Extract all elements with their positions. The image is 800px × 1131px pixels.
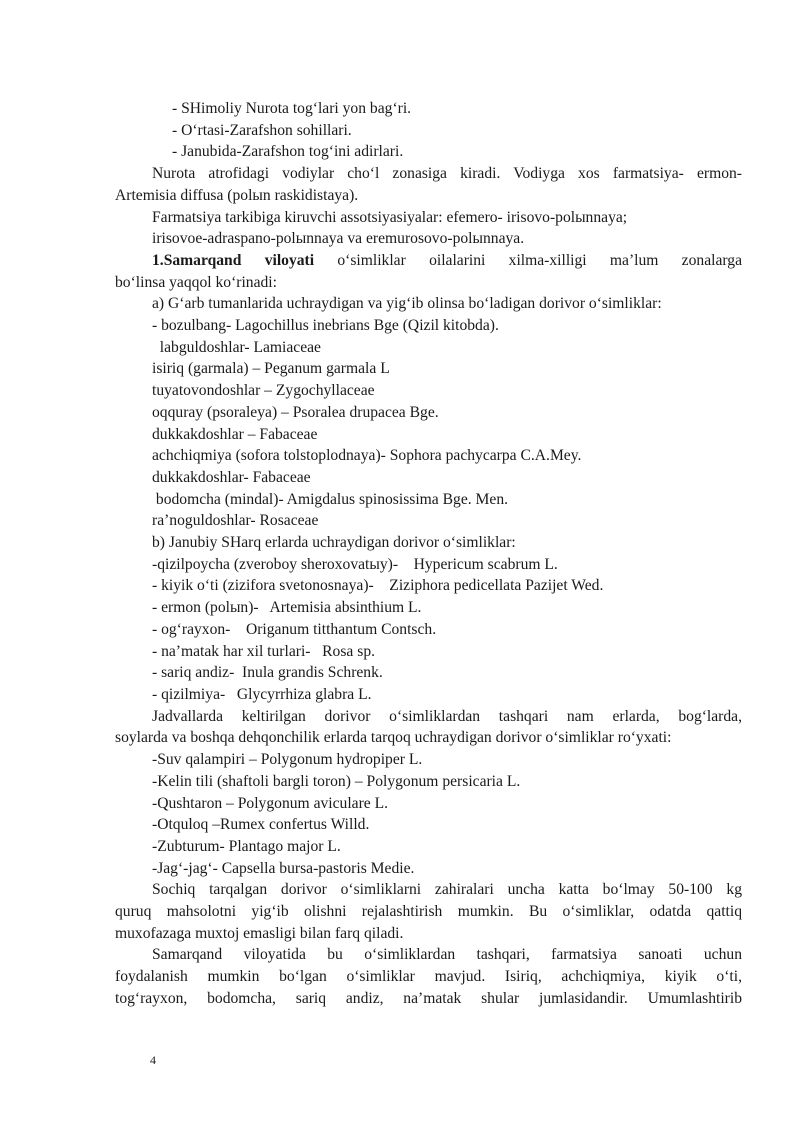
list-item: bodomcha (mindal)- Amigdalus spinosissima Bge. Men. <box>152 490 509 508</box>
list-item: - ermon (polыn)- Artemisia absinthium L. <box>152 599 422 617</box>
samarqand-line: bo‘linsa yaqqol ko‘rinadi: <box>115 273 277 291</box>
list-item: labguldoshlar- Lamiaceae <box>152 338 321 356</box>
paragraph-final-line: foydalanish mumkin bo‘lgan o‘simliklar mavjud. Isiriq, achchiqmiya, kiyik o‘ti, <box>115 968 742 986</box>
page-body <box>115 98 742 1010</box>
list-item: - sariq andiz- Inula grandis Schrenk. <box>152 664 383 682</box>
list-item: - na’matak har xil turlari- Rosa sp. <box>152 642 376 660</box>
list-item: -Otquloq –Rumex confertus Willd. <box>152 816 370 834</box>
paragraph-final-line: tog‘rayxon, bodomcha, sariq andiz, na’matak shular jumlasidandir. Umumlashtirib <box>115 989 742 1007</box>
paragraph-nurota-line: Nurota atrofidagi vodiylar cho‘l zonasiga kiradi. Vodiyga xos farmatsiya- ermon- <box>152 165 742 183</box>
list-item: achchiqmiya (sofora tolstoplodnaya)- Sophora pachycarpa C.A.Mey. <box>152 447 582 465</box>
paragraph-jadval-line: Jadvallarda keltirilgan dorivor o‘simliklardan tashqari nam erlarda, bog‘larda, <box>152 707 742 725</box>
samarqand-heading-line <box>115 250 742 272</box>
paragraph-sochiq-line: quruq mahsolotni yig‘ib olishni rejalashtirish mumkin. Bu o‘simliklar, odatda qattiq <box>115 903 742 921</box>
list-item: oqquray (psoraleya) – Psoralea drupacea Bge. <box>152 403 439 421</box>
section-b-heading: b) Janubiy SHarq erlarda uchraydigan dorivor o‘simliklar: <box>152 534 516 552</box>
list-item: dukkakdoshlar – Fabaceae <box>152 425 318 443</box>
paragraph-sochiq-line: Sochiq tarqalgan dorivor o‘simliklarni zahiralari uncha katta bo‘lmay 50-100 kg <box>152 881 742 899</box>
list-item: -Jag‘-jag‘- Capsella bursa-pastoris Medie. <box>152 859 415 877</box>
list-item: -Zubturum- Plantago major L. <box>152 837 341 855</box>
list-item: dukkakdoshlar- Fabaceae <box>152 468 311 486</box>
section-a-heading: a) G‘arb tumanlarida uchraydigan va yig‘ib olinsa bo‘ladigan dorivor o‘simliklar: <box>152 295 662 313</box>
paragraph-nurota-line: Artemisia diffusa (polыn raskidistaya). <box>115 186 359 204</box>
list-item: tuyatovondoshlar – Zygochyllaceae <box>152 382 375 400</box>
samarqand-heading: 1.Samarqand viloyati <box>152 251 315 269</box>
list-item: isiriq (garmala) – Peganum garmala L <box>152 360 390 378</box>
paragraph-final-line: Samarqand viloyatida bu o‘simliklardan tashqari, farmatsiya sanoati uchun <box>152 946 742 964</box>
assotsiatsiya-line: Farmatsiya tarkibiga kiruvchi assotsiyasiyalar: efemero- irisovo-polыnnaya; <box>152 208 628 226</box>
list-item: -qizilpoycha (zveroboy sheroxovatыy)- Hypericum scabrum L. <box>152 555 558 573</box>
page-number: 4 <box>150 1053 156 1067</box>
bullet-line: - O‘rtasi-Zarafshon sohillari. <box>172 121 352 139</box>
paragraph-sochiq-line: muxofazaga muxtoj emasligi bilan farq qiladi. <box>115 924 404 942</box>
paragraph-jadval-line: soylarda va boshqa dehqonchilik erlarda tarqoq uchraydigan dorivor o‘simliklar ro‘yxati: <box>115 729 672 747</box>
bullet-line: - SHimoliy Nurota tog‘lari yon bag‘ri. <box>172 100 412 117</box>
list-item: - qizilmiya- Glycyrrhiza glabra L. <box>152 685 372 703</box>
bullet-line: - Janubida-Zarafshon tog‘ini adirlari. <box>172 143 404 161</box>
list-item: - kiyik o‘ti (zizifora svetonosnaya)- Ziziphora pedicellata Pazijet Wed. <box>152 577 604 595</box>
samarqand-text: o‘simliklar oilalarini xilma-xilligi ma’lum zonalarga <box>314 251 742 269</box>
assotsiatsiya-line: irisovoe-adraspano-polыnnaya va eremurosovo-polыnnaya. <box>152 230 525 248</box>
list-item: - bozulbang- Lagochillus inebrians Bge (Qizil kitobda). <box>152 317 499 335</box>
list-item: -Qushtaron – Polygonum aviculare L. <box>152 794 389 812</box>
list-item: ra’noguldoshlar- Rosaceae <box>152 512 319 530</box>
list-item: -Suv qalampiri – Polygonum hydropiper L. <box>152 751 423 769</box>
list-item: -Kelin tili (shaftoli bargli toron) – Polygonum persicaria L. <box>152 772 521 790</box>
list-item: - og‘rayxon- Origanum titthantum Contsch. <box>152 620 437 638</box>
